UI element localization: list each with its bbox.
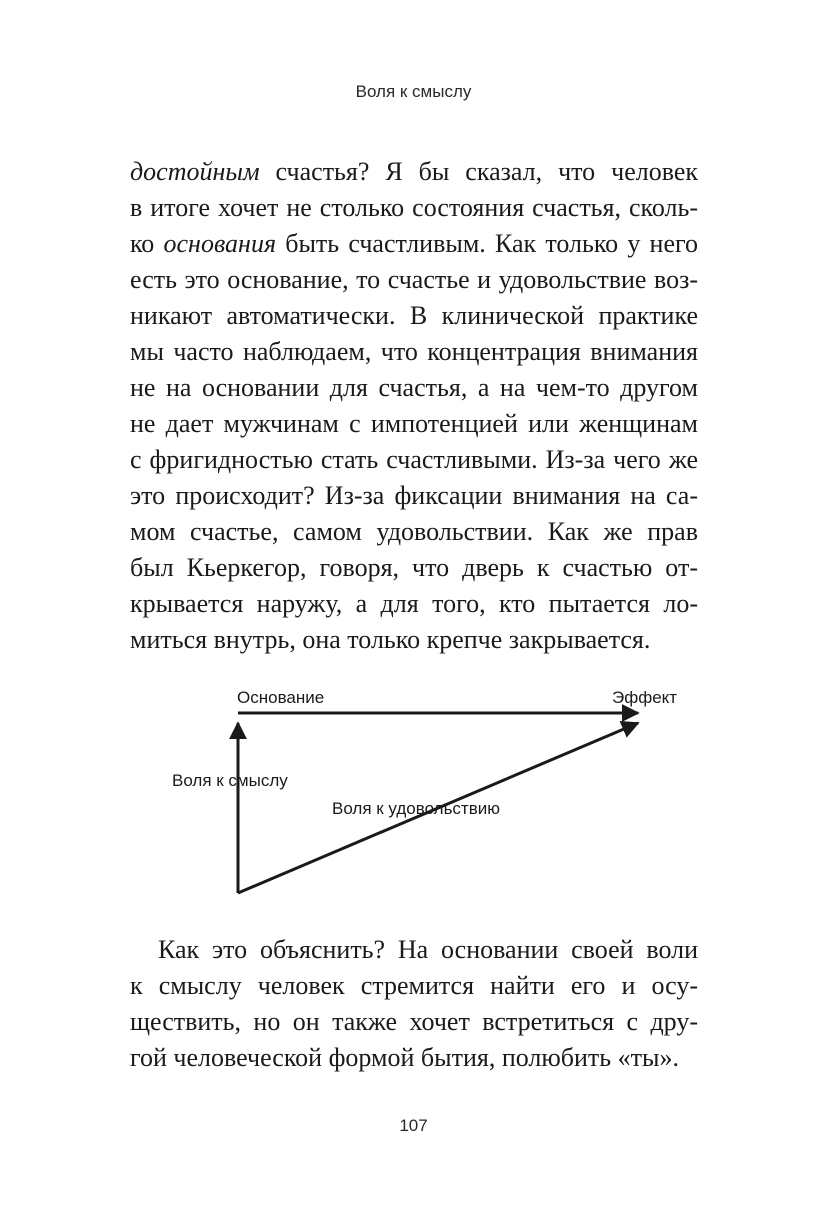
will-diagram [160,680,700,910]
text-line: Как это объяснить? На основании своей воли [158,935,698,964]
italic-word: достойным [130,157,260,186]
text-span: счастья? Я бы сказал, что человек [259,157,698,186]
text-line [130,154,698,190]
text-line: никают автоматически. В клинической практике [130,301,698,330]
running-title: Воля к смыслу [355,82,472,101]
text-line: ществить, но он также хочет встретиться с дру- [130,1007,698,1036]
page-number: 107 [399,1116,428,1135]
paragraph-2 [130,932,698,1076]
diagram-arrows [160,680,700,910]
text-line: есть это основание, то счастье и удовольствие воз- [130,265,698,294]
text-line: крывается наружу, а для того, кто пытается ло- [130,589,698,618]
text-line: миться внутрь, она только крепче закрывается. [130,625,651,654]
text-line: гой человеческой формой бытия, полюбить «ты». [130,1043,679,1072]
label-will-to-meaning: Воля к смыслу [172,771,288,790]
italic-word: основания [163,229,277,258]
text-line: это происходит? Из-за фиксации внимания на са- [130,481,698,510]
text-line: не дает мужчинам с импотенцией или женщинам [130,409,698,438]
label-will-to-pleasure: Воля к удовольствию [332,799,500,818]
text-line: не на основании для счастья, а на чем-то другом [130,373,698,402]
text-line: был Кьеркегор, говоря, что дверь к счастью от- [130,553,698,582]
text-line [130,226,698,262]
paragraph-1 [130,154,698,658]
text-span: быть счастливым. Как только у него [276,229,698,258]
text-line: к смыслу человек стремится найти его и осу- [130,971,698,1000]
label-osnovanie: Основание [237,688,325,707]
text-line: мом счастье, самом удовольствии. Как же прав [130,517,698,546]
text-span: ко [130,229,164,258]
text-line: в итоге хочет не столько состояния счастья, сколь- [130,193,698,222]
text-line: мы часто наблюдаем, что концентрация внимания [130,337,698,366]
text-line: с фригидностью стать счастливыми. Из-за чего же [130,445,698,474]
label-effekt: Эффект [612,688,678,707]
